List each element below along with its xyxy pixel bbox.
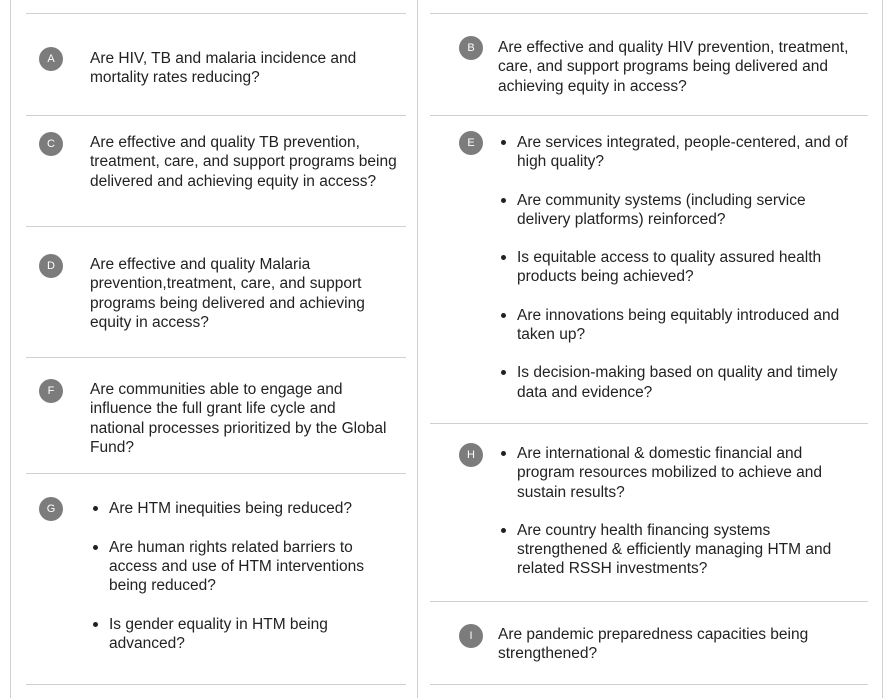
question-b-text: Are effective and quality HIV prevention, treatment, care, and support programs being delivered and achieving equity in access? [498,39,849,95]
badge-h: H [459,443,483,467]
question-a-text: Are HIV, TB and malaria incidence and mortality rates reducing? [90,50,357,87]
badge-d: D [39,254,63,278]
divider [26,115,406,116]
badge-f: F [39,379,63,403]
question-d-text: Are effective and quality Malaria prevention,treatment, care, and support programs being delivered and achieving equity in access? [90,256,365,331]
question-g-item-3: Is gender equality in HTM being advanced? [90,615,404,654]
question-e-item-4: Are innovations being equitably introduced and taken up? [498,306,853,345]
divider [26,357,406,358]
question-g-list [90,499,404,654]
right-edge-divider [882,0,883,698]
divider [430,684,868,685]
divider [430,423,868,424]
question-g-item-1: Are HTM inequities being reduced? [90,499,404,518]
question-e-item-1: Are services integrated, people-centered, and of high quality? [498,133,853,172]
badge-i: I [459,624,483,648]
question-h-item-2: Are country health financing systems strengthened & efficiently managing HTM and related RSSH investments? [498,521,856,579]
question-e-item-3: Is equitable access to quality assured health products being achieved? [498,248,853,287]
divider [26,473,406,474]
center-divider [417,0,418,698]
question-i-text: Are pandemic preparedness capacities being strengthened? [498,626,809,663]
badge-g: G [39,497,63,521]
badge-b: B [459,36,483,60]
question-e-item-5: Is decision-making based on quality and timely data and evidence? [498,363,853,402]
question-h-item-1: Are international & domestic financial and program resources mobilized to achieve and sustain results? [498,444,856,502]
left-column [26,0,406,698]
right-column [430,0,870,698]
divider [26,13,406,14]
divider [430,13,868,14]
question-g-item-2: Are human rights related barriers to access and use of HTM interventions being reduced? [90,538,404,596]
divider [26,226,406,227]
badge-c: C [39,132,63,156]
divider [26,684,406,685]
badge-e: E [459,131,483,155]
left-edge-divider [10,0,11,698]
divider [430,115,868,116]
question-c-text: Are effective and quality TB prevention, treatment, care, and support programs being delivered and achieving equity in access? [90,134,397,190]
badge-a: A [39,47,63,71]
divider [430,601,868,602]
question-e-list [498,133,853,402]
question-f-text: Are communities able to engage and influence the full grant life cycle and national processes prioritized by the Global Fund? [90,381,387,456]
question-h-list [498,444,856,579]
question-e-item-2: Are community systems (including service delivery platforms) reinforced? [498,191,853,230]
